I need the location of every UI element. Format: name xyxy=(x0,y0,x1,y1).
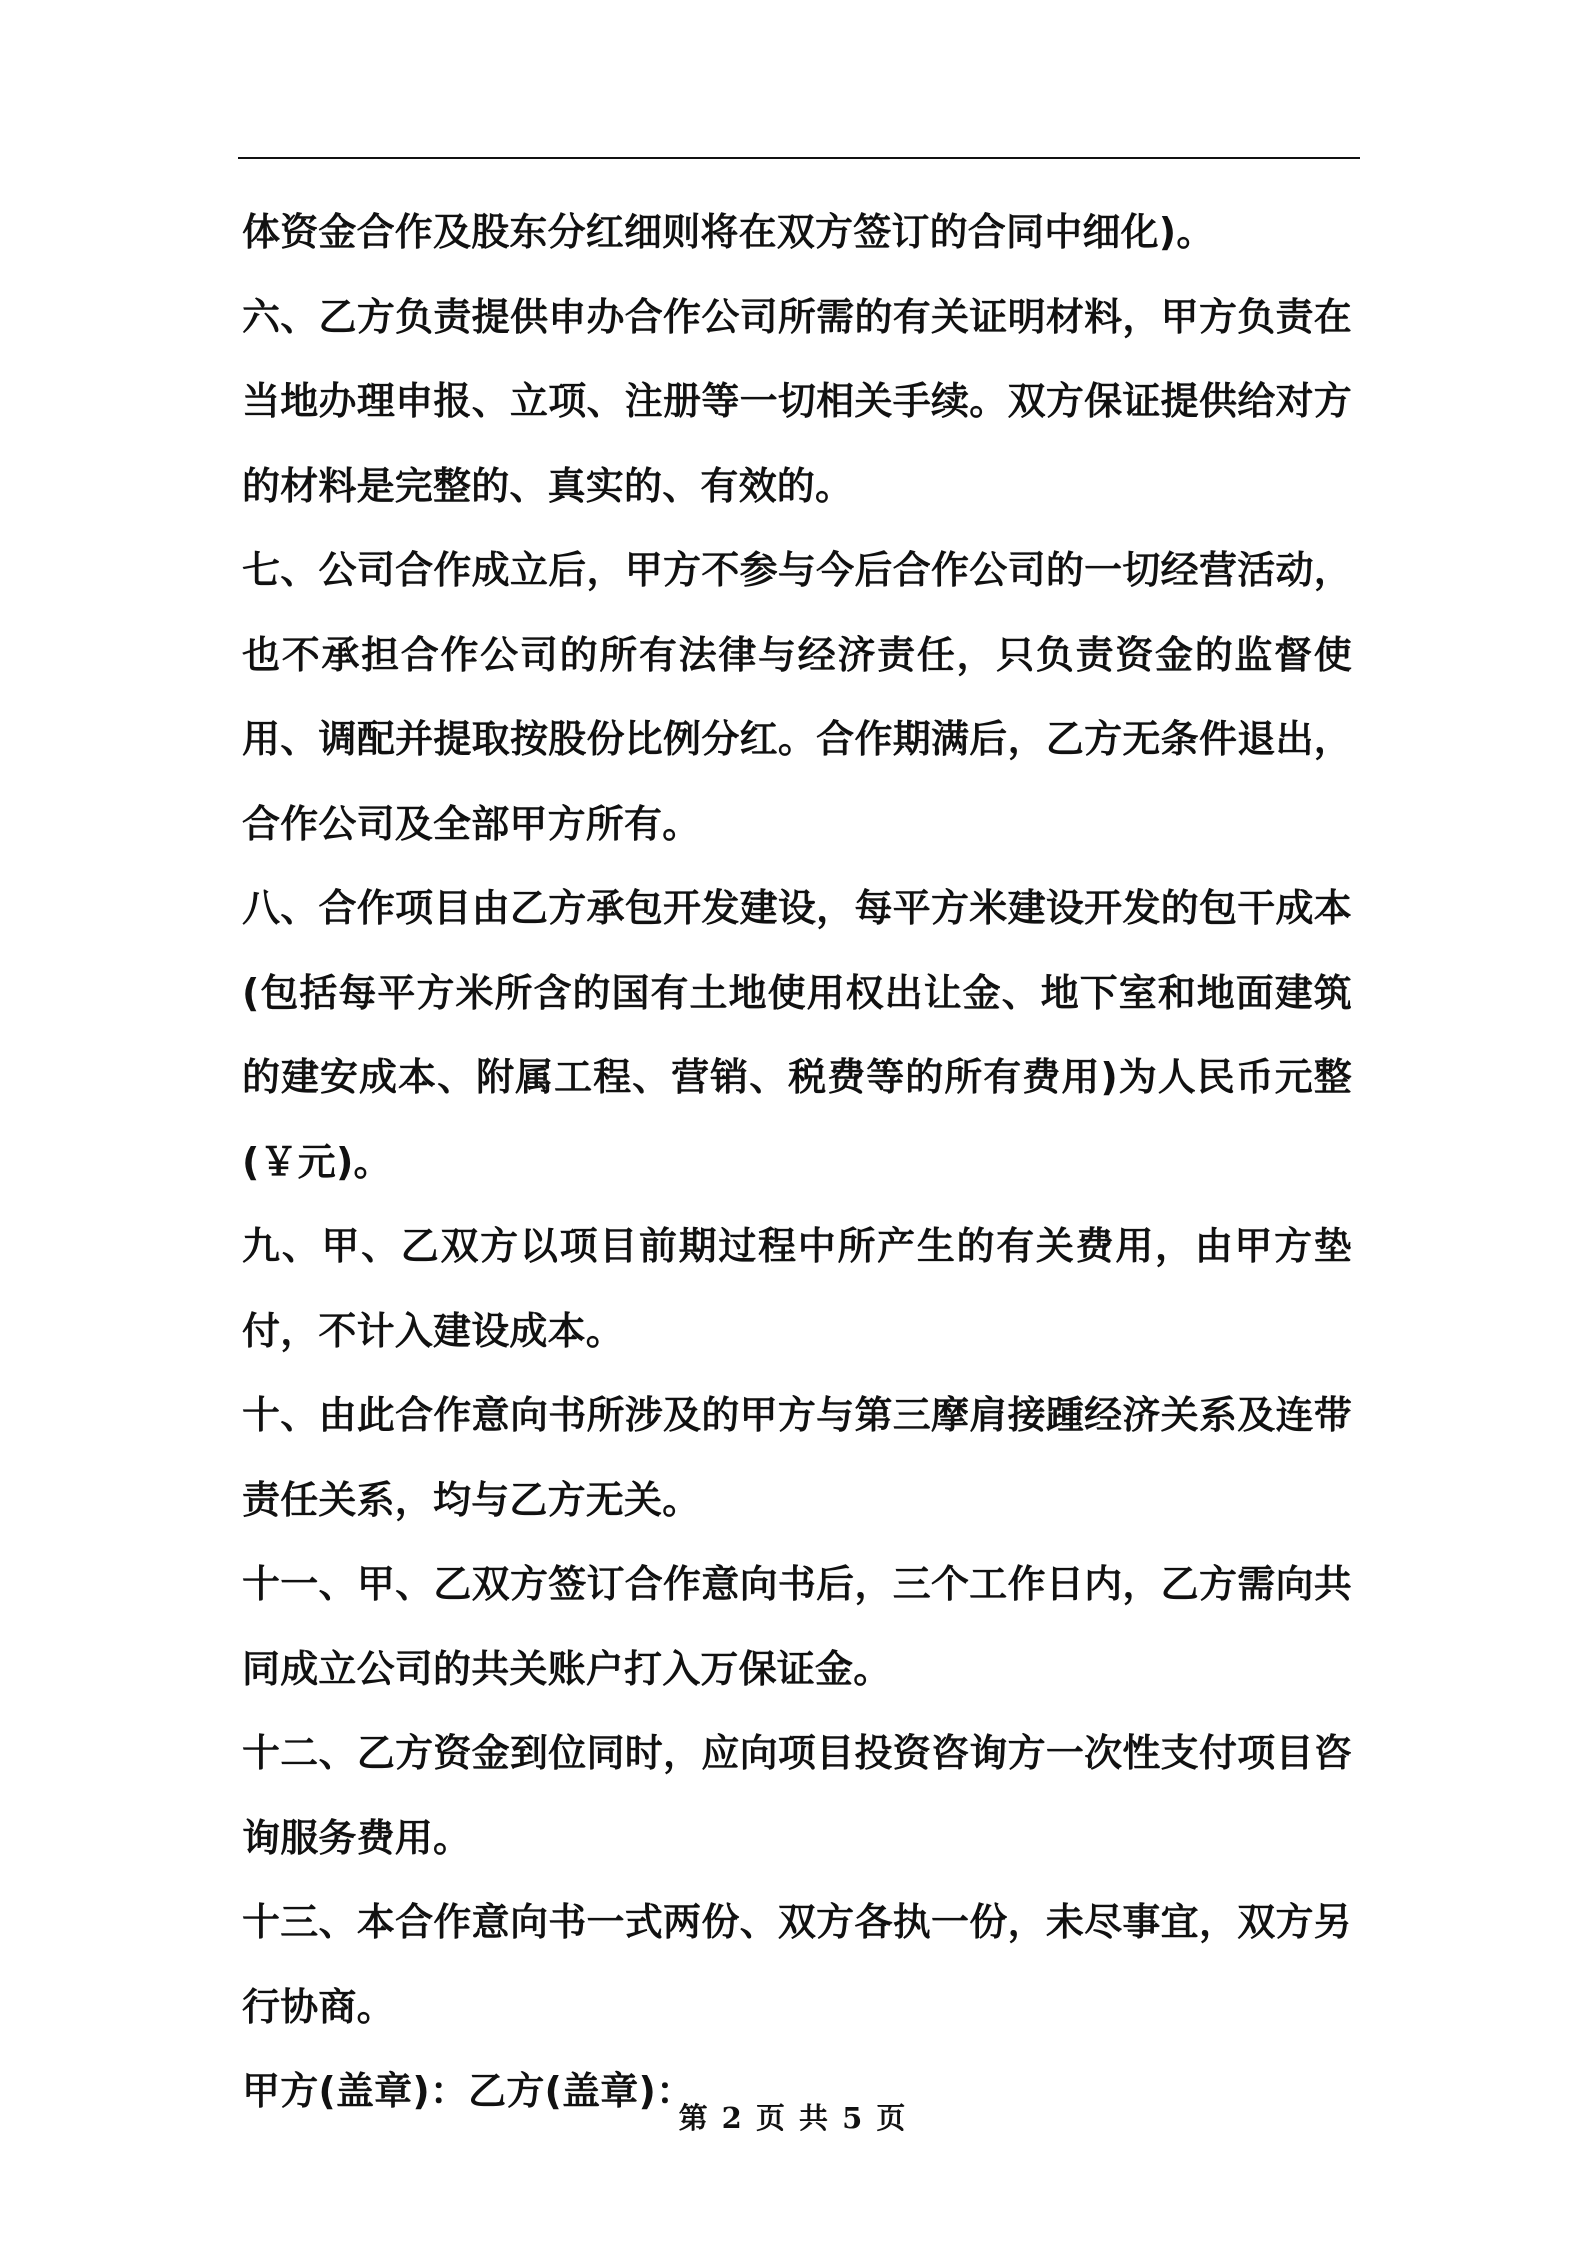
signature-line: 甲方(盖章)：乙方(盖章)： xyxy=(242,2069,695,2113)
header-divider xyxy=(238,157,1360,159)
paragraph-clause-9: 九、甲、乙双方以项目前期过程中所产生的有关费用，由甲方垫付，不计入建设成本。 xyxy=(242,1224,1352,1353)
paragraph-clause-11: 十一、甲、乙双方签订合作意向书后，三个工作日内，乙方需向共同成立公司的共关账户打入万保证金。 xyxy=(242,1562,1352,1691)
paragraph-clause-10: 十、由此合作意向书所涉及的甲方与第三摩肩接踵经济关系及连带责任关系，均与乙方无关。 xyxy=(242,1393,1352,1522)
paragraph-clause-6: 六、乙方负责提供申办合作公司所需的有关证明材料，甲方负责在当地办理申报、立项、注册等一切相关手续。双方保证提供给对方的材料是完整的、真实的、有效的。 xyxy=(242,294,1352,508)
paragraph-continuation: 体资金合作及股东分红细则将在双方签订的合同中细化)。 xyxy=(242,210,1215,254)
document-body xyxy=(242,190,1352,2134)
paragraph-clause-12: 十二、乙方资金到位同时，应向项目投资咨询方一次性支付项目咨询服务费用。 xyxy=(242,1731,1352,1860)
page-number-footer: 第 2 页 共 5 页 xyxy=(678,2101,908,2135)
paragraph-clause-8: 八、合作项目由乙方承包开发建设，每平方米建设开发的包干成本(包括每平方米所含的国有土地使用权出让金、地下室和地面建筑的建安成本、附属工程、营销、税费等的所有费用)为人民币元整(￥元)。 xyxy=(242,886,1352,1184)
paragraph-clause-13: 十三、本合作意向书一式两份、双方各执一份，未尽事宜，双方另行协商。 xyxy=(242,1900,1352,2029)
paragraph-clause-7: 七、公司合作成立后，甲方不参与今后合作公司的一切经营活动，也不承担合作公司的所有法律与经济责任，只负责资金的监督使用、调配并提取按股份比例分红。合作期满后，乙方无条件退出，合作公司及全部甲方所有。 xyxy=(242,548,1352,846)
